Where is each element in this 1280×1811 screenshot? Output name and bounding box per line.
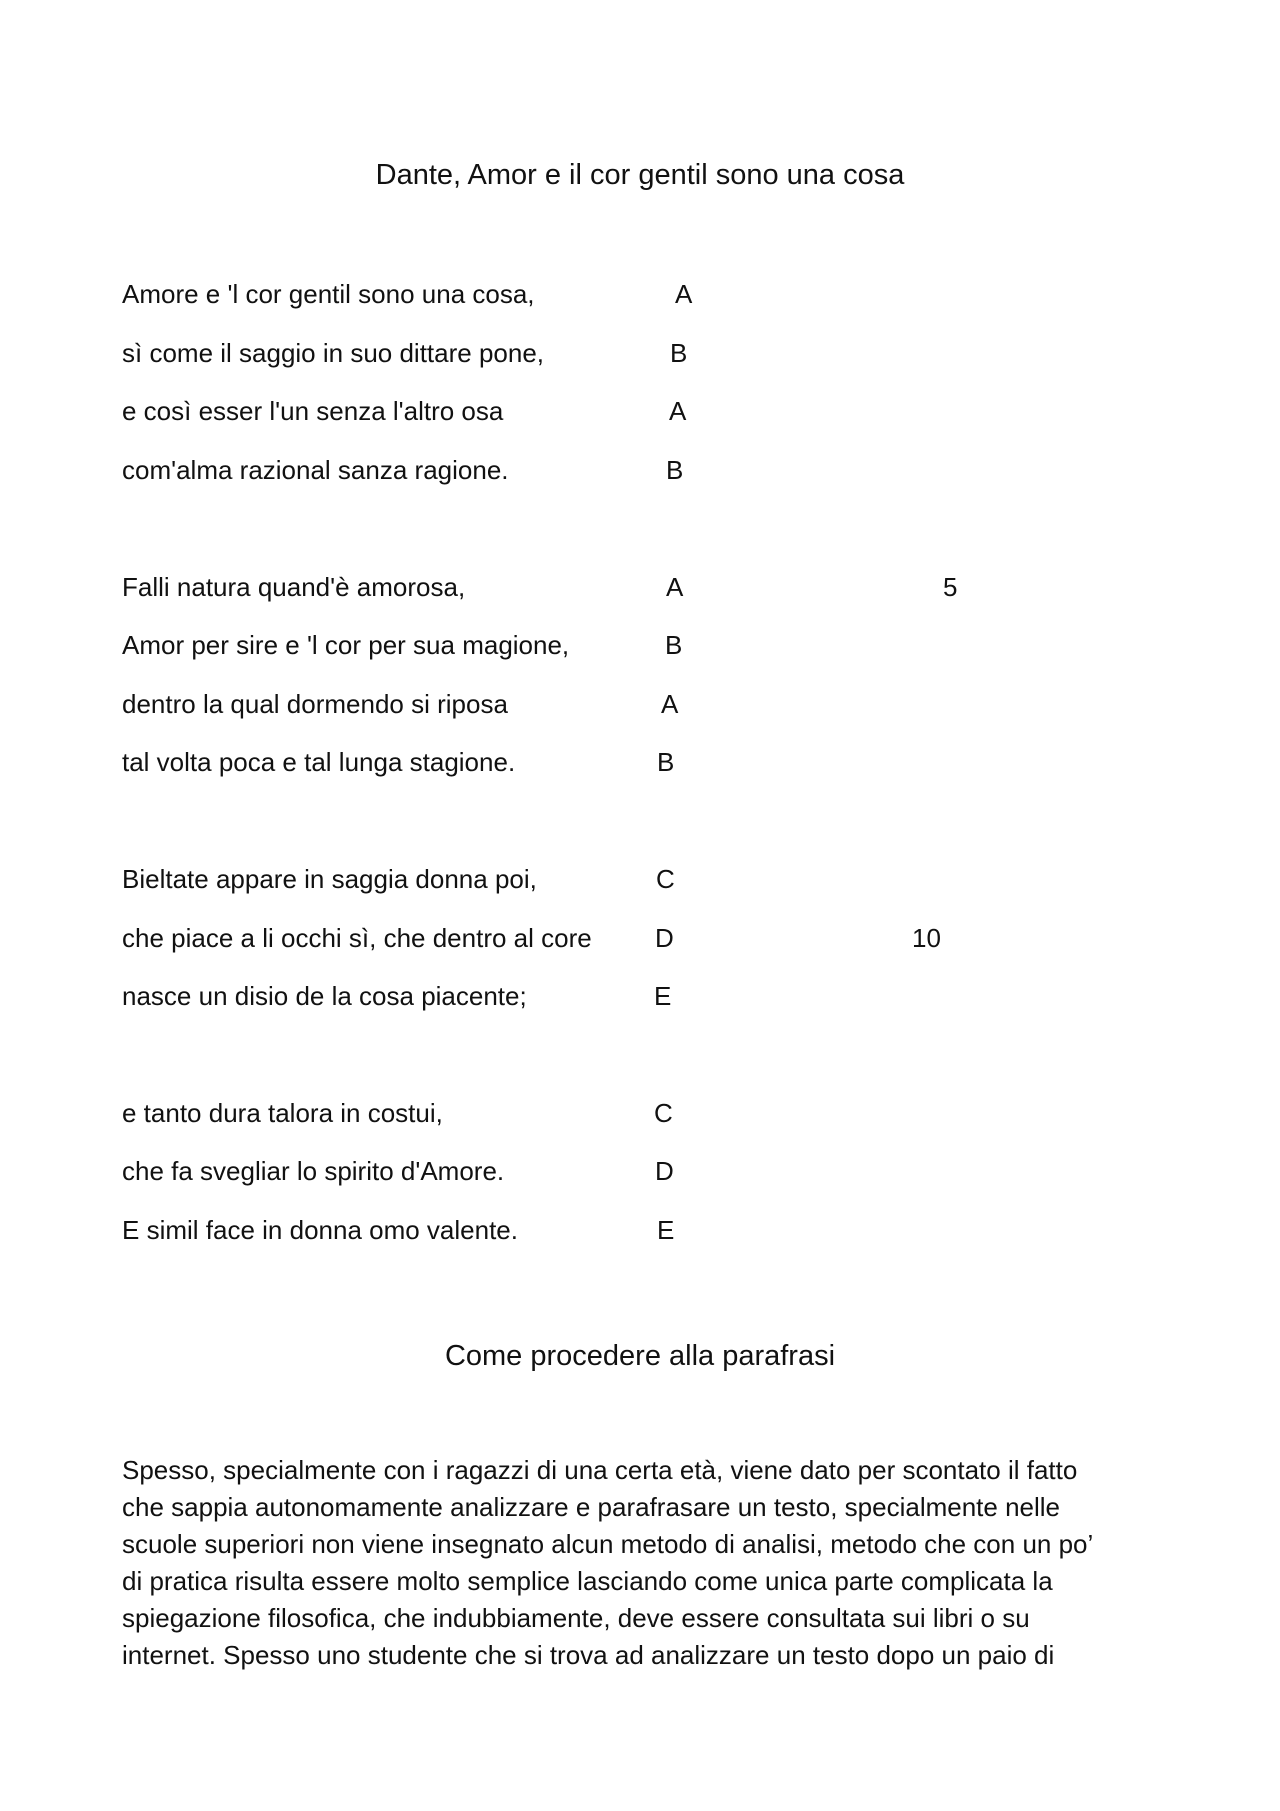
rhyme-letter: B <box>665 630 683 660</box>
verse-number: 5 <box>943 572 958 602</box>
verse-line: tal volta poca e tal lunga stagione. <box>122 747 516 777</box>
rhyme-letter: B <box>670 338 688 368</box>
rhyme-letter: A <box>675 279 693 309</box>
paragraph-line: di pratica risulta essere molto semplice lasciando come unica parte complicata la <box>122 1566 1053 1596</box>
paragraph-line: spiegazione filosofica, che indubbiamente, deve essere consultata sui libri o su <box>122 1603 1030 1633</box>
poem-title: Dante, Amor e il cor gentil sono una cosa <box>375 159 905 191</box>
verse-line: Amore e 'l cor gentil sono una cosa, <box>122 279 535 309</box>
rhyme-letter: A <box>661 689 679 719</box>
paragraph-line: scuole superiori non viene insegnato alcun metodo di analisi, metodo che con un po’ <box>122 1529 1094 1559</box>
paragraph-line: internet. Spesso uno studente che si trova ad analizzare un testo dopo un paio di <box>122 1640 1055 1670</box>
body-paragraph <box>122 1452 1172 1674</box>
section-title: Come procedere alla parafrasi <box>444 1340 836 1372</box>
verse-line: com'alma razional sanza ragione. <box>122 455 509 485</box>
verse-number: 10 <box>912 923 941 953</box>
rhyme-letter: C <box>654 1098 673 1128</box>
rhyme-letter: C <box>656 864 675 894</box>
verse-line: nasce un disio de la cosa piacente; <box>122 981 527 1011</box>
verse-line: che piace a li occhi sì, che dentro al core <box>122 923 592 953</box>
rhyme-letter: E <box>654 981 672 1011</box>
verse-line: dentro la qual dormendo si riposa <box>122 689 508 719</box>
verse-line: sì come il saggio in suo dittare pone, <box>122 338 545 368</box>
rhyme-letter: E <box>657 1215 675 1245</box>
verse-line: e così esser l'un senza l'altro osa <box>122 396 504 426</box>
paragraph-line: Spesso, specialmente con i ragazzi di una certa età, viene dato per scontato il fatto <box>122 1455 1078 1485</box>
verse-line: e tanto dura talora in costui, <box>122 1098 443 1128</box>
verse-line: Amor per sire e 'l cor per sua magione, <box>122 630 570 660</box>
verse-line: che fa svegliar lo spirito d'Amore. <box>122 1156 505 1186</box>
verse-line: Bieltate appare in saggia donna poi, <box>122 864 537 894</box>
verse-line: Falli natura quand'è amorosa, <box>122 572 466 602</box>
rhyme-letter: B <box>657 747 675 777</box>
rhyme-letter: A <box>669 396 687 426</box>
rhyme-letter: A <box>666 572 684 602</box>
rhyme-letter: D <box>655 923 674 953</box>
rhyme-letter: B <box>666 455 684 485</box>
paragraph-line: che sappia autonomamente analizzare e parafrasare un testo, specialmente nelle <box>122 1492 1061 1522</box>
rhyme-letter: D <box>655 1156 674 1186</box>
verse-line: E simil face in donna omo valente. <box>122 1215 518 1245</box>
